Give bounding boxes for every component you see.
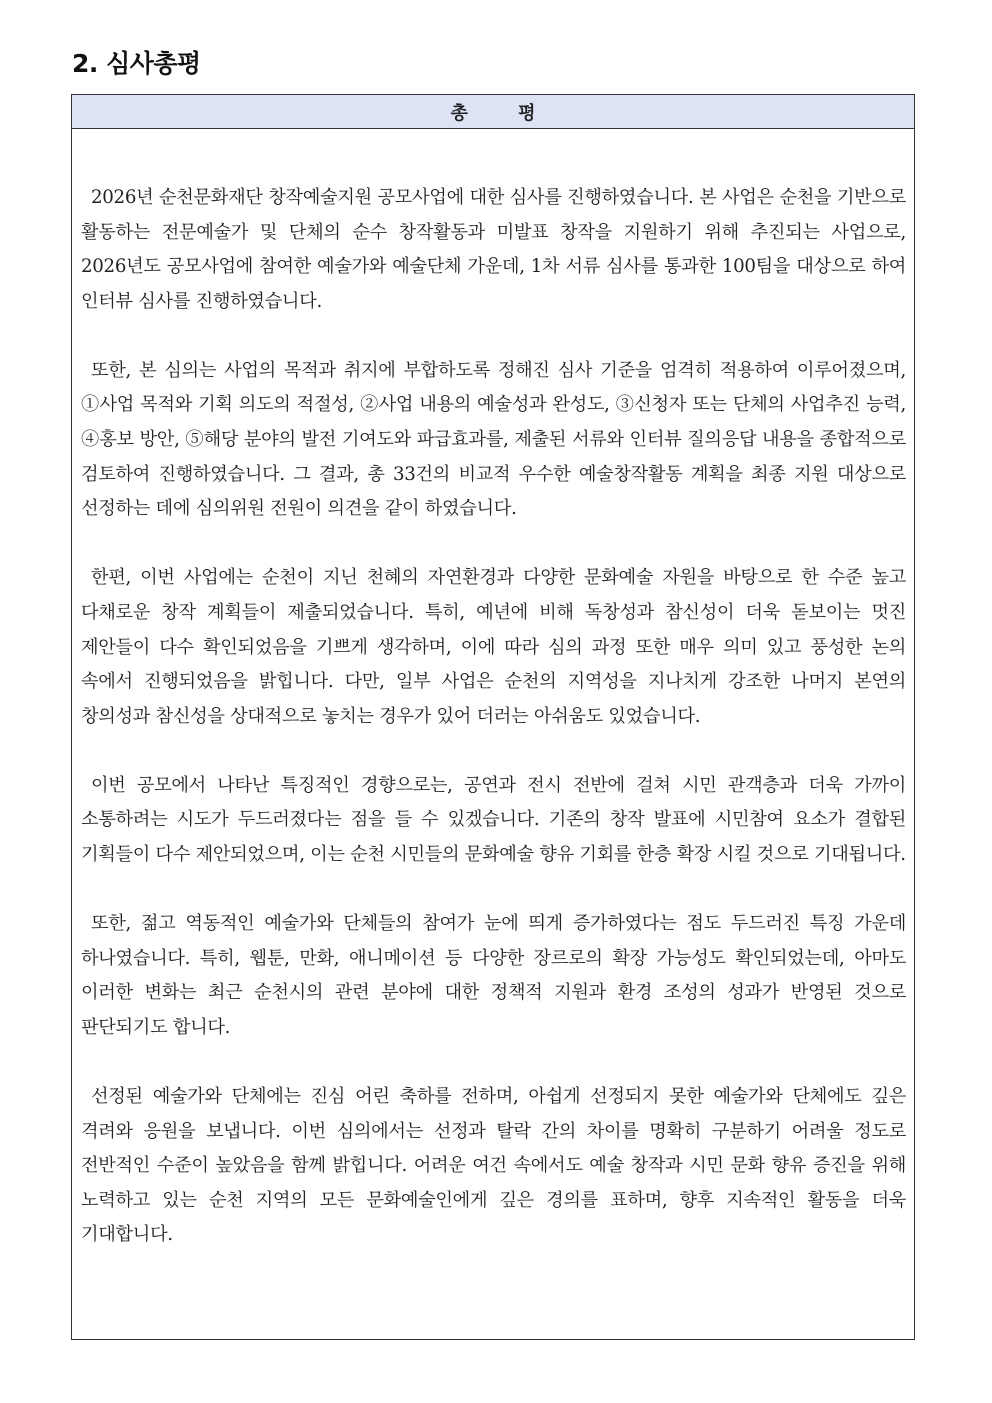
review-paragraph-2: 또한, 본 심의는 사업의 목적과 취지에 부합하도록 정해진 심사 기준을 엄격히 적용하여 이루어졌으며, ①사업 목적와 기획 의도의 적절성, ②사업 내용의 예술성과 완성도, ③신청자 또는 단체의 사업추진 능력, ④홍보 방안, ⑤해당 분야의 발전 기여도와 파급효과를, 제출된 서류와 인터뷰 질의응답 내용을 종합적으로 검토하여 진행하였습니다. 그 결과, 총 33건의 비교적 우수한 예술창작활동 계획을 최종 지원 대상으로 선정하는 데에 심의위원 전원이 의견을 같이 하였습니다. bbox=[81, 359, 906, 520]
review-table bbox=[71, 94, 915, 1340]
review-table-header: 총 평 bbox=[72, 95, 914, 129]
review-paragraph-3: 한편, 이번 사업에는 순천이 지닌 천혜의 자연환경과 다양한 문화예술 자원을 바탕으로 한 수준 높고 다채로운 창작 계획들이 제출되었습니다. 특히, 예년에 비해 독창성과 참신성이 더욱 돋보이는 멋진 제안들이 다수 확인되었음을 기쁘게 생각하며, 이에 따라 심의 과정 또한 매우 의미 있고 풍성한 논의 속에서 진행되었음을 밝힙니다. 다만, 일부 사업은 순천의 지역성을 지나치게 강조한 나머지 본연의 창의성과 참신성을 상대적으로 놓치는 경우가 있어 더러는 아쉬움도 있었습니다. bbox=[81, 567, 906, 727]
review-paragraph-1: 2026년 순천문화재단 창작예술지원 공모사업에 대한 심사를 진행하였습니다. 본 사업은 순천을 기반으로 활동하는 전문예술가 및 단체의 순수 창작활동과 미발표 창작을 지원하기 위해 추진되는 사업으로, 2026년도 공모사업에 참여한 예술가와 예술단체 가운데, 1차 서류 심사를 통과한 100팀을 대상으로 하여 인터뷰 심사를 진행하였습니다. bbox=[81, 187, 906, 312]
review-table-body bbox=[72, 129, 914, 1253]
section-title: 2. 심사총평 bbox=[72, 49, 201, 78]
review-paragraph-6: 선정된 예술가와 단체에는 진심 어린 축하를 전하며, 아쉽게 선정되지 못한 예술가와 단체에도 깊은 격려와 응원을 보냅니다. 이번 심의에서는 선정과 탈락 간의 차이를 명확히 구분하기 어려울 정도로 전반적인 수준이 높았음을 함께 밝힙니다. 어려운 여건 속에서도 예술 창작과 시민 문화 향유 증진을 위해 노력하고 있는 순천 지역의 모든 문화예술인에게 깊은 경의를 표하며, 향후 지속적인 활동을 더욱 기대합니다. bbox=[81, 1085, 906, 1246]
review-paragraph-4: 이번 공모에서 나타난 특징적인 경향으로는, 공연과 전시 전반에 걸쳐 시민 관객층과 더욱 가까이 소통하려는 시도가 두드러졌다는 점을 들 수 있겠습니다. 기존의 창작 발표에 시민참여 요소가 결합된 기획들이 다수 제안되었으며, 이는 순천 시민들의 문화예술 향유 기회를 한층 확장 시킬 것으로 기대됩니다. bbox=[81, 774, 906, 865]
review-paragraph-5: 또한, 젊고 역동적인 예술가와 단체들의 참여가 눈에 띄게 증가하였다는 점도 두드러진 특징 가운데 하나였습니다. 특히, 웹툰, 만화, 애니메이션 등 다양한 장르로의 확장 가능성도 확인되었는데, 아마도 이러한 변화는 최근 순천시의 관련 분야에 대한 정책적 지원과 환경 조성의 성과가 반영된 것으로 판단되기도 합니다. bbox=[81, 913, 906, 1038]
